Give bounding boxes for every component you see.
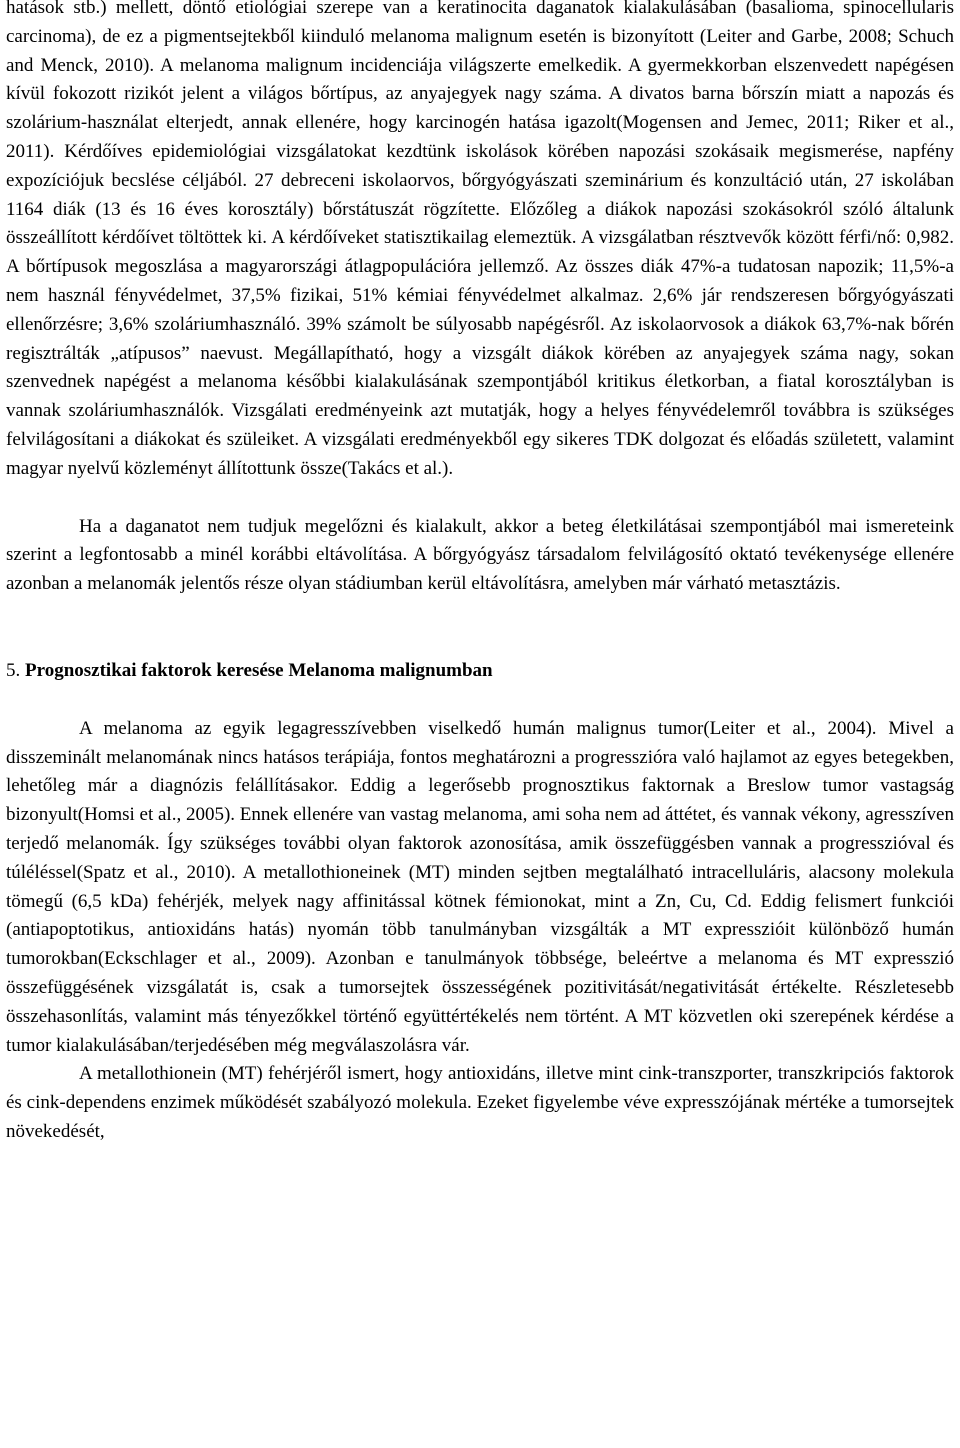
paragraph-body: hatások stb.) mellett, döntő etiológiai szerepe van a keratinocita daganatok kialakulásában (basalioma, spinocellularis carcinoma), de ez a pigmentsejtekből kiinduló melanoma malignum esetén is bizonyított (Leiter and Garbe, 2008; Schuch and Menck, 2010). A melanoma malignum incidenciája világszerte emelkedik. A gyermekkorban elszenvedett napégésen kívül fokozott rizikót jelent a világos bőrtípus, az anyajegyek nagy száma. A divatos barna bőrszín miatt a napozás és szolárium-használat elterjedt, annak ellenére, hogy karcinogén hatása igazolt(Mogensen and Jemec, 2011; Riker et al., 2011). Kérdőíves epidemiológiai vizsgálatokat kezdtünk iskolások körében napozási szokásaik megismerése, napfény expozíciójuk becslése céljából. 27 debreceni iskolaorvos, bőrgyógyászati szeminárium és konzultáció után, 27 iskolában 1164 diák (13 és 16 éves korosztály) bőrstátuszát rögzítette. Előzőleg a diákok napozási szokásokról szóló általunk összeállított kérdőívet töltöttek ki. A kérdőíveket statisztikailag elemeztük. A vizsgálatban résztvevők között férfi/nő: 0,982. A bőrtípusok megoszlása a magyarországi átlagpopulációra jellemző. Az összes diák 47%-a tudatosan napozik; 11,5%-a nem használ fényvédelmet, 37,5% fizikai, 51% kémiai fényvédelmet alkalmaz. 2,6% jár rendszeresen bőrgyógyászati ellenőrzésre; 3,6% szoláriumhasználó. 39% számolt be súlyosabb napégésről. Az iskolaorvosok a diákok 63,7%-nak bőrén regisztrálták „atípusos” naevust. Megállapítható, hogy a vizsgált diákok körében az anyajegyek száma nagy, sokan szenvednek napégést a melanoma későbbi kialakulásának szempontjából kritikus életkorban, a fiatal korosztályban is vannak szoláriumhasználók. Vizsgálati eredményeink azt mutatják, hogy a helyes fényvédelemről továbbra is szükséges felvilágosítani a diákokat és szüleiket. A vizsgálati eredményekből egy sikeres TDK dolgozat és előadás született, valamint magyar nyelvű közleményt állítottunk össze(Takács et al.). bbox=[6, 0, 954, 479]
section-heading bbox=[6, 657, 954, 686]
section-title: Prognosztikai faktorok keresése Melanoma malignumban bbox=[25, 659, 493, 681]
paragraph-body: A melanoma az egyik legagresszívebben viselkedő humán malignus tumor(Leiter et al., 2004). Mivel a disszeminált melanomának nincs hatásos terápiája, fontos meghatározni a progresszióra való hajlamot az egyes betegekben, lehetőleg már a diagnózis felállításakor. Eddig a legerősebb prognosztikus faktornak a Breslow tumor vastagság bizonyult(Homsi et al., 2005). Ennek ellenére van vastag melanoma, ami soha nem ad áttétet, és vannak vékony, agresszíven terjedő melanomák. Így szükséges további olyan faktorok azonosítása, amik összefüggésben vannak a progresszióval és túléléssel(Spatz et al., 2010). A metallothioneinek (MT) minden sejtben megtalálható intracelluláris, alacsony molekula tömegű (6,5 kDa) fehérjék, melyek nagy affinitással kötnek fémionokat, mint a Zn, Cu, Cd. Eddig felismert funkciói (antiapoptotikus, antioxidáns hatás) nyomán több tanulmányban vizsgálták a MT expresszióit különböző humán tumorokban(Eckschlager et al., 2009). Azonban e tanulmányok többsége, beleértve a melanoma és MT expresszió összefüggésének vizsgálatát is, csak a tumorsejtek összességének pozitivitását/negativitását értékelte. Részletesebb összehasonlítás, valamint más tényezőkkel történő együttértékelés nem történt. A MT közvetlen oki szerepének kérdése a tumor kialakulásában/terjedésében még megválaszolásra vár. bbox=[6, 717, 954, 1056]
spacer bbox=[6, 484, 954, 513]
paragraph-body: A metallothionein (MT) fehérjéről ismert, hogy antioxidáns, illetve mint cink-transzporter, transzkripciós faktorok és cink-dependens enzimek működését szabályozó molekula. Ezeket figyelembe véve expresszójának mértéke a tumorsejtek növekedését, bbox=[6, 1063, 954, 1142]
spacer bbox=[6, 599, 954, 657]
section-number: 5. bbox=[6, 659, 21, 681]
spacer bbox=[6, 686, 954, 715]
paragraph-body: Ha a daganatot nem tudjuk megelőzni és kialakult, akkor a beteg életkilátásai szempontjából mai ismereteink szerint a legfontosabb a minél korábbi eltávolítása. A bőrgyógyász társadalom felvilágosító oktató tevékenysége ellenére azonban a melanomák jelentős része olyan stádiumban kerül eltávolításra, amelyben már várható metasztázis. bbox=[6, 515, 954, 595]
